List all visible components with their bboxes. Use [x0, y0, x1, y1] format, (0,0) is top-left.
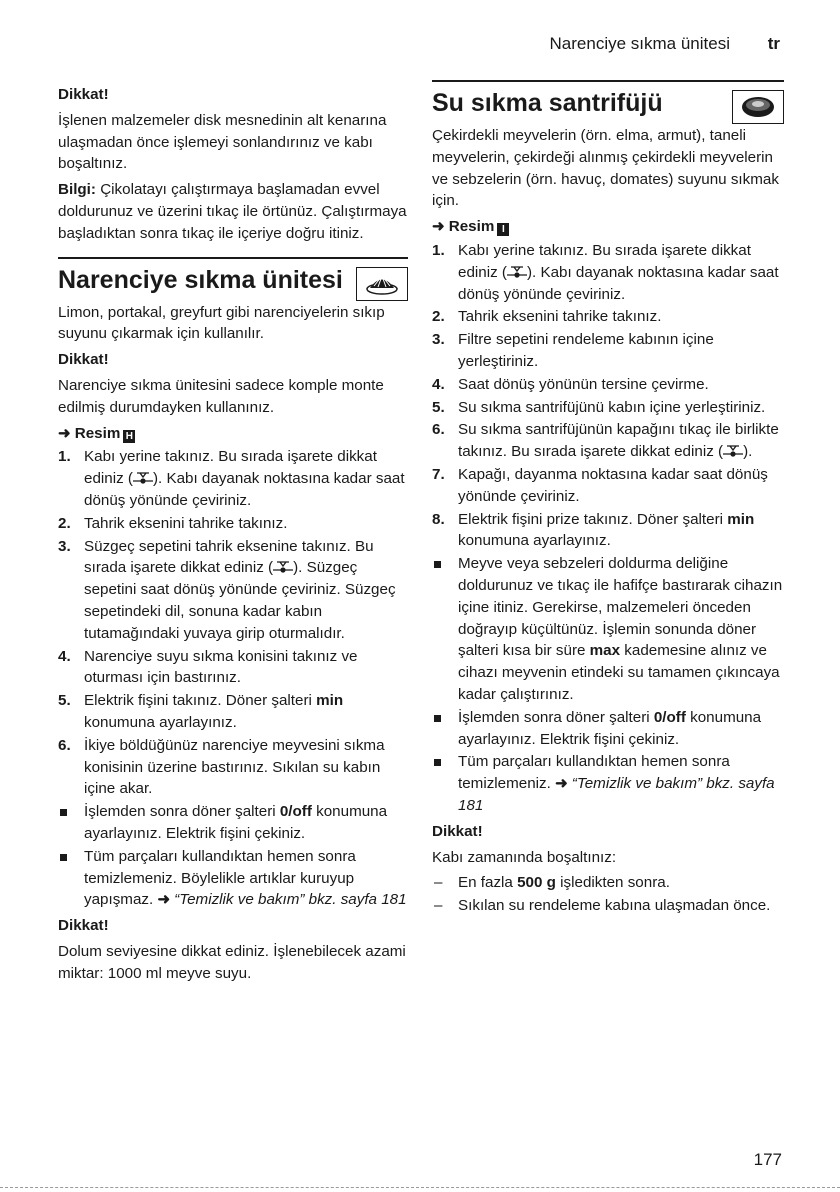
- dash-text: Sıkılan su rendeleme kabına ulaşmadan önce.: [458, 897, 771, 915]
- step-number: 8.: [432, 510, 445, 528]
- step-text: Tahrik eksenini tahrike takınız.: [84, 514, 288, 532]
- page-number: 177: [753, 1150, 782, 1169]
- warning-text: Kabı zamanında boşaltınız:: [432, 848, 617, 866]
- list-item: [58, 536, 408, 645]
- bullet-text: kademesine alınız ve cihazı meyvenin etindeki su tamamen çıkıncaya kadar çalıştırınız.: [458, 642, 780, 703]
- step-text: Narenciye suyu sıkma konisini takınız ve oturması için bastırınız.: [84, 647, 358, 687]
- info-text: Çikolatayı çalıştırmaya başlamadan evvel doldurunuz ve üzerini tıkaç ile örtünüz. Çalıştırmaya başladıktan sonra tıkaç ile içeriye doğru itiniz.: [58, 181, 407, 242]
- section-title-juicer: [432, 88, 784, 119]
- section-title-text: Narenciye sıkma ünitesi: [58, 265, 343, 294]
- setting-value: 0/off: [279, 803, 312, 821]
- step-text: ). Kabı dayanak noktasına kadar saat dönüş yönünde çeviriniz.: [458, 263, 779, 303]
- cross-reference-link[interactable]: “Temizlik ve bakım” bkz. sayfa 181: [458, 775, 775, 814]
- step-text: Su sıkma santrifüjünü kabın içine yerleştiriniz.: [458, 398, 766, 416]
- setting-value: min: [727, 510, 755, 528]
- list-item: [58, 846, 408, 911]
- figure-label: Resim: [74, 424, 121, 442]
- alignment-mark-icon: [133, 471, 153, 485]
- list-item: [58, 646, 408, 690]
- bullet-square-icon: [434, 759, 441, 766]
- warning-label: Dikkat!: [58, 351, 109, 369]
- figure-letter: H: [123, 430, 135, 443]
- list-item: [432, 895, 784, 917]
- citrus-press-icon: [356, 267, 408, 301]
- header-title: Narenciye sıkma ünitesi: [549, 34, 730, 53]
- list-item: [58, 801, 408, 845]
- step-text: Elektrik fişini prize takınız. Döner şalteri: [458, 510, 728, 528]
- footer-divider: [0, 1187, 840, 1188]
- step-number: 6.: [58, 736, 71, 754]
- figure-reference: [432, 216, 784, 238]
- step-number: 4.: [432, 375, 445, 393]
- bullet-list: [432, 553, 784, 817]
- step-text: Kapağı, dayanma noktasına kadar saat dönüş yönünde çeviriniz.: [458, 465, 768, 505]
- arrow-right-icon: ➜: [157, 891, 171, 909]
- warning-label: Dikkat!: [58, 86, 109, 103]
- step-text: konumuna ayarlayınız.: [84, 713, 237, 731]
- header-lang: tr: [767, 34, 780, 53]
- list-item: [432, 553, 784, 706]
- warning-label: Dikkat!: [432, 822, 483, 840]
- alignment-mark-icon: [723, 444, 743, 458]
- bullet-square-icon: [60, 809, 67, 816]
- juicer-disc-icon: [732, 90, 784, 124]
- dash-marker: –: [434, 897, 443, 915]
- list-item: [432, 419, 784, 463]
- bullet-square-icon: [60, 854, 67, 861]
- bullet-text: İşlemden sonra döner şalteri: [84, 803, 280, 821]
- section-title-citrus: [58, 265, 408, 296]
- step-text: Tahrik eksenini tahrike takınız.: [458, 308, 662, 326]
- list-item: [432, 751, 784, 816]
- bullet-text: Tüm parçaları kullandıktan hemen sonra temizlemeniz.: [458, 753, 730, 793]
- bullet-square-icon: [434, 561, 441, 568]
- step-text: Kabı yerine takınız. Bu sırada işarete dikkat ediniz (: [458, 241, 751, 281]
- dash-list: [432, 872, 784, 917]
- alignment-mark-icon: [507, 265, 527, 279]
- section-title-text: Su sıkma santrifüjü: [432, 89, 663, 117]
- step-text: ). Süzgeç sepetini saat dönüş yönünde çeviriniz. Süzgeç sepetindeki dil, sonuna kadar kabın tutamağındaki yuvaya girip oturmalıdır.: [84, 559, 396, 642]
- figure-letter: I: [497, 223, 509, 236]
- bullet-text: Tüm parçaları kullandıktan hemen sonra temizlemeniz. Böylelikle artıklar kuruyup yapışmaz.: [84, 847, 356, 909]
- steps-list: [432, 240, 784, 552]
- list-item: [432, 872, 784, 894]
- info-paragraph: [58, 179, 408, 244]
- arrow-right-icon: ➜: [555, 775, 568, 793]
- info-label: Bilgi:: [58, 181, 96, 199]
- right-column: [432, 84, 784, 918]
- step-number: 1.: [58, 448, 71, 466]
- step-text: ). Kabı dayanak noktasına kadar saat dönüş yönünde çeviriniz.: [84, 470, 405, 509]
- bullet-list: [58, 801, 408, 911]
- figure-reference: [58, 423, 408, 445]
- bullet-text: konumuna ayarlayınız. Elektrik fişini çekiniz.: [458, 708, 762, 748]
- list-item: [432, 464, 784, 508]
- step-text: Elektrik fişini takınız. Döner şalteri: [84, 692, 317, 710]
- setting-value: max: [589, 642, 621, 660]
- list-item: [432, 397, 784, 419]
- dash-text: işledikten sonra.: [555, 874, 670, 892]
- steps-list: [58, 446, 408, 800]
- page-header: [0, 34, 840, 60]
- arrow-right-icon: ➜: [58, 424, 71, 442]
- step-text: konumuna ayarlayınız.: [458, 532, 611, 550]
- cross-reference-link[interactable]: “Temizlik ve bakım” bkz. sayfa 181: [174, 891, 407, 909]
- section-intro: Çekirdekli meyvelerin (örn. elma, armut), taneli meyvelerin, çekirdeği alınmış çekirdekli meyvelerin ve sebzelerin (örn. havuç, domates) suyunu sıkmak için.: [432, 127, 779, 210]
- section-intro: Limon, portakal, greyfurt gibi narenciyelerin sıkıp suyunu çıkarmak için kullanılır.: [58, 303, 385, 343]
- list-item: [58, 735, 408, 800]
- step-number: 4.: [58, 647, 71, 665]
- left-column: [58, 84, 408, 988]
- list-item: [432, 374, 784, 396]
- step-text: İkiye böldüğünüz narenciye meyvesini sıkma konisinin üzerine bastırınız. Sıkılan su kabın içine akar.: [84, 736, 385, 798]
- step-text: ).: [743, 443, 753, 461]
- warning-text: İşlenen malzemeler disk mesnedinin alt kenarına ulaşmadan önce işlemeyi sonlandırınız ve kabı boşaltınız.: [58, 111, 387, 173]
- list-item: [58, 513, 408, 535]
- step-number: 3.: [432, 331, 445, 349]
- warning-text: Narenciye sıkma ünitesini sadece komple monte edilmiş durumdayken kullanınız.: [58, 376, 384, 416]
- list-item: [58, 446, 408, 511]
- step-text: Saat dönüş yönünün tersine çevirme.: [458, 375, 709, 393]
- step-number: 7.: [432, 465, 445, 483]
- bullet-text: İşlemden sonra döner şalteri: [458, 708, 654, 726]
- step-text: Süzgeç sepetini tahrik eksenine takınız. Bu sırada işarete dikkat ediniz (: [84, 537, 374, 577]
- bullet-text: konumuna ayarlayınız. Elektrik fişini çekiniz.: [84, 803, 388, 842]
- step-number: 5.: [58, 692, 71, 710]
- step-number: 2.: [432, 308, 445, 326]
- list-item: [432, 509, 784, 553]
- step-text: Su sıkma santrifüjünün kapağını tıkaç ile birlikte takınız. Bu sırada işarete dikkat ediniz (: [458, 421, 779, 461]
- step-text: Kabı yerine takınız. Bu sırada işarete dikkat ediniz (: [84, 448, 377, 488]
- step-number: 5.: [432, 398, 445, 416]
- warning-label: Dikkat!: [58, 917, 109, 935]
- figure-label: Resim: [448, 218, 495, 236]
- step-number: 1.: [432, 241, 445, 259]
- step-text: Filtre sepetini rendeleme kabının içine yerleştiriniz.: [458, 331, 714, 370]
- section-rule: [432, 80, 784, 82]
- warning-text: Dolum seviyesine dikkat ediniz. İşlenebilecek azami miktar: 1000 ml meyve suyu.: [58, 942, 406, 982]
- step-number: 6.: [432, 421, 445, 439]
- list-item: [432, 329, 784, 373]
- dash-marker: –: [434, 874, 443, 892]
- quantity-value: 500 g: [517, 874, 556, 892]
- alignment-mark-icon: [273, 560, 293, 574]
- setting-value: 0/off: [653, 708, 686, 726]
- step-number: 3.: [58, 537, 71, 555]
- list-item: [58, 690, 408, 734]
- dash-text: En fazla: [458, 874, 518, 892]
- section-rule: [58, 257, 408, 259]
- setting-value: min: [316, 692, 344, 710]
- bullet-square-icon: [434, 715, 441, 722]
- step-number: 2.: [58, 514, 71, 532]
- arrow-right-icon: ➜: [432, 218, 445, 236]
- list-item: [432, 306, 784, 328]
- list-item: [432, 707, 784, 751]
- list-item: [432, 240, 784, 305]
- bullet-text: Meyve veya sebzeleri doldurma deliğine doldurunuz ve tıkaç ile hafifçe bastırarak cihazın içine itiniz. Gerekirse, malzemeleri önceden doğrayıp küçültünüz. İşlemin sonunda döner şalteri kısa bir süre: [458, 555, 783, 660]
